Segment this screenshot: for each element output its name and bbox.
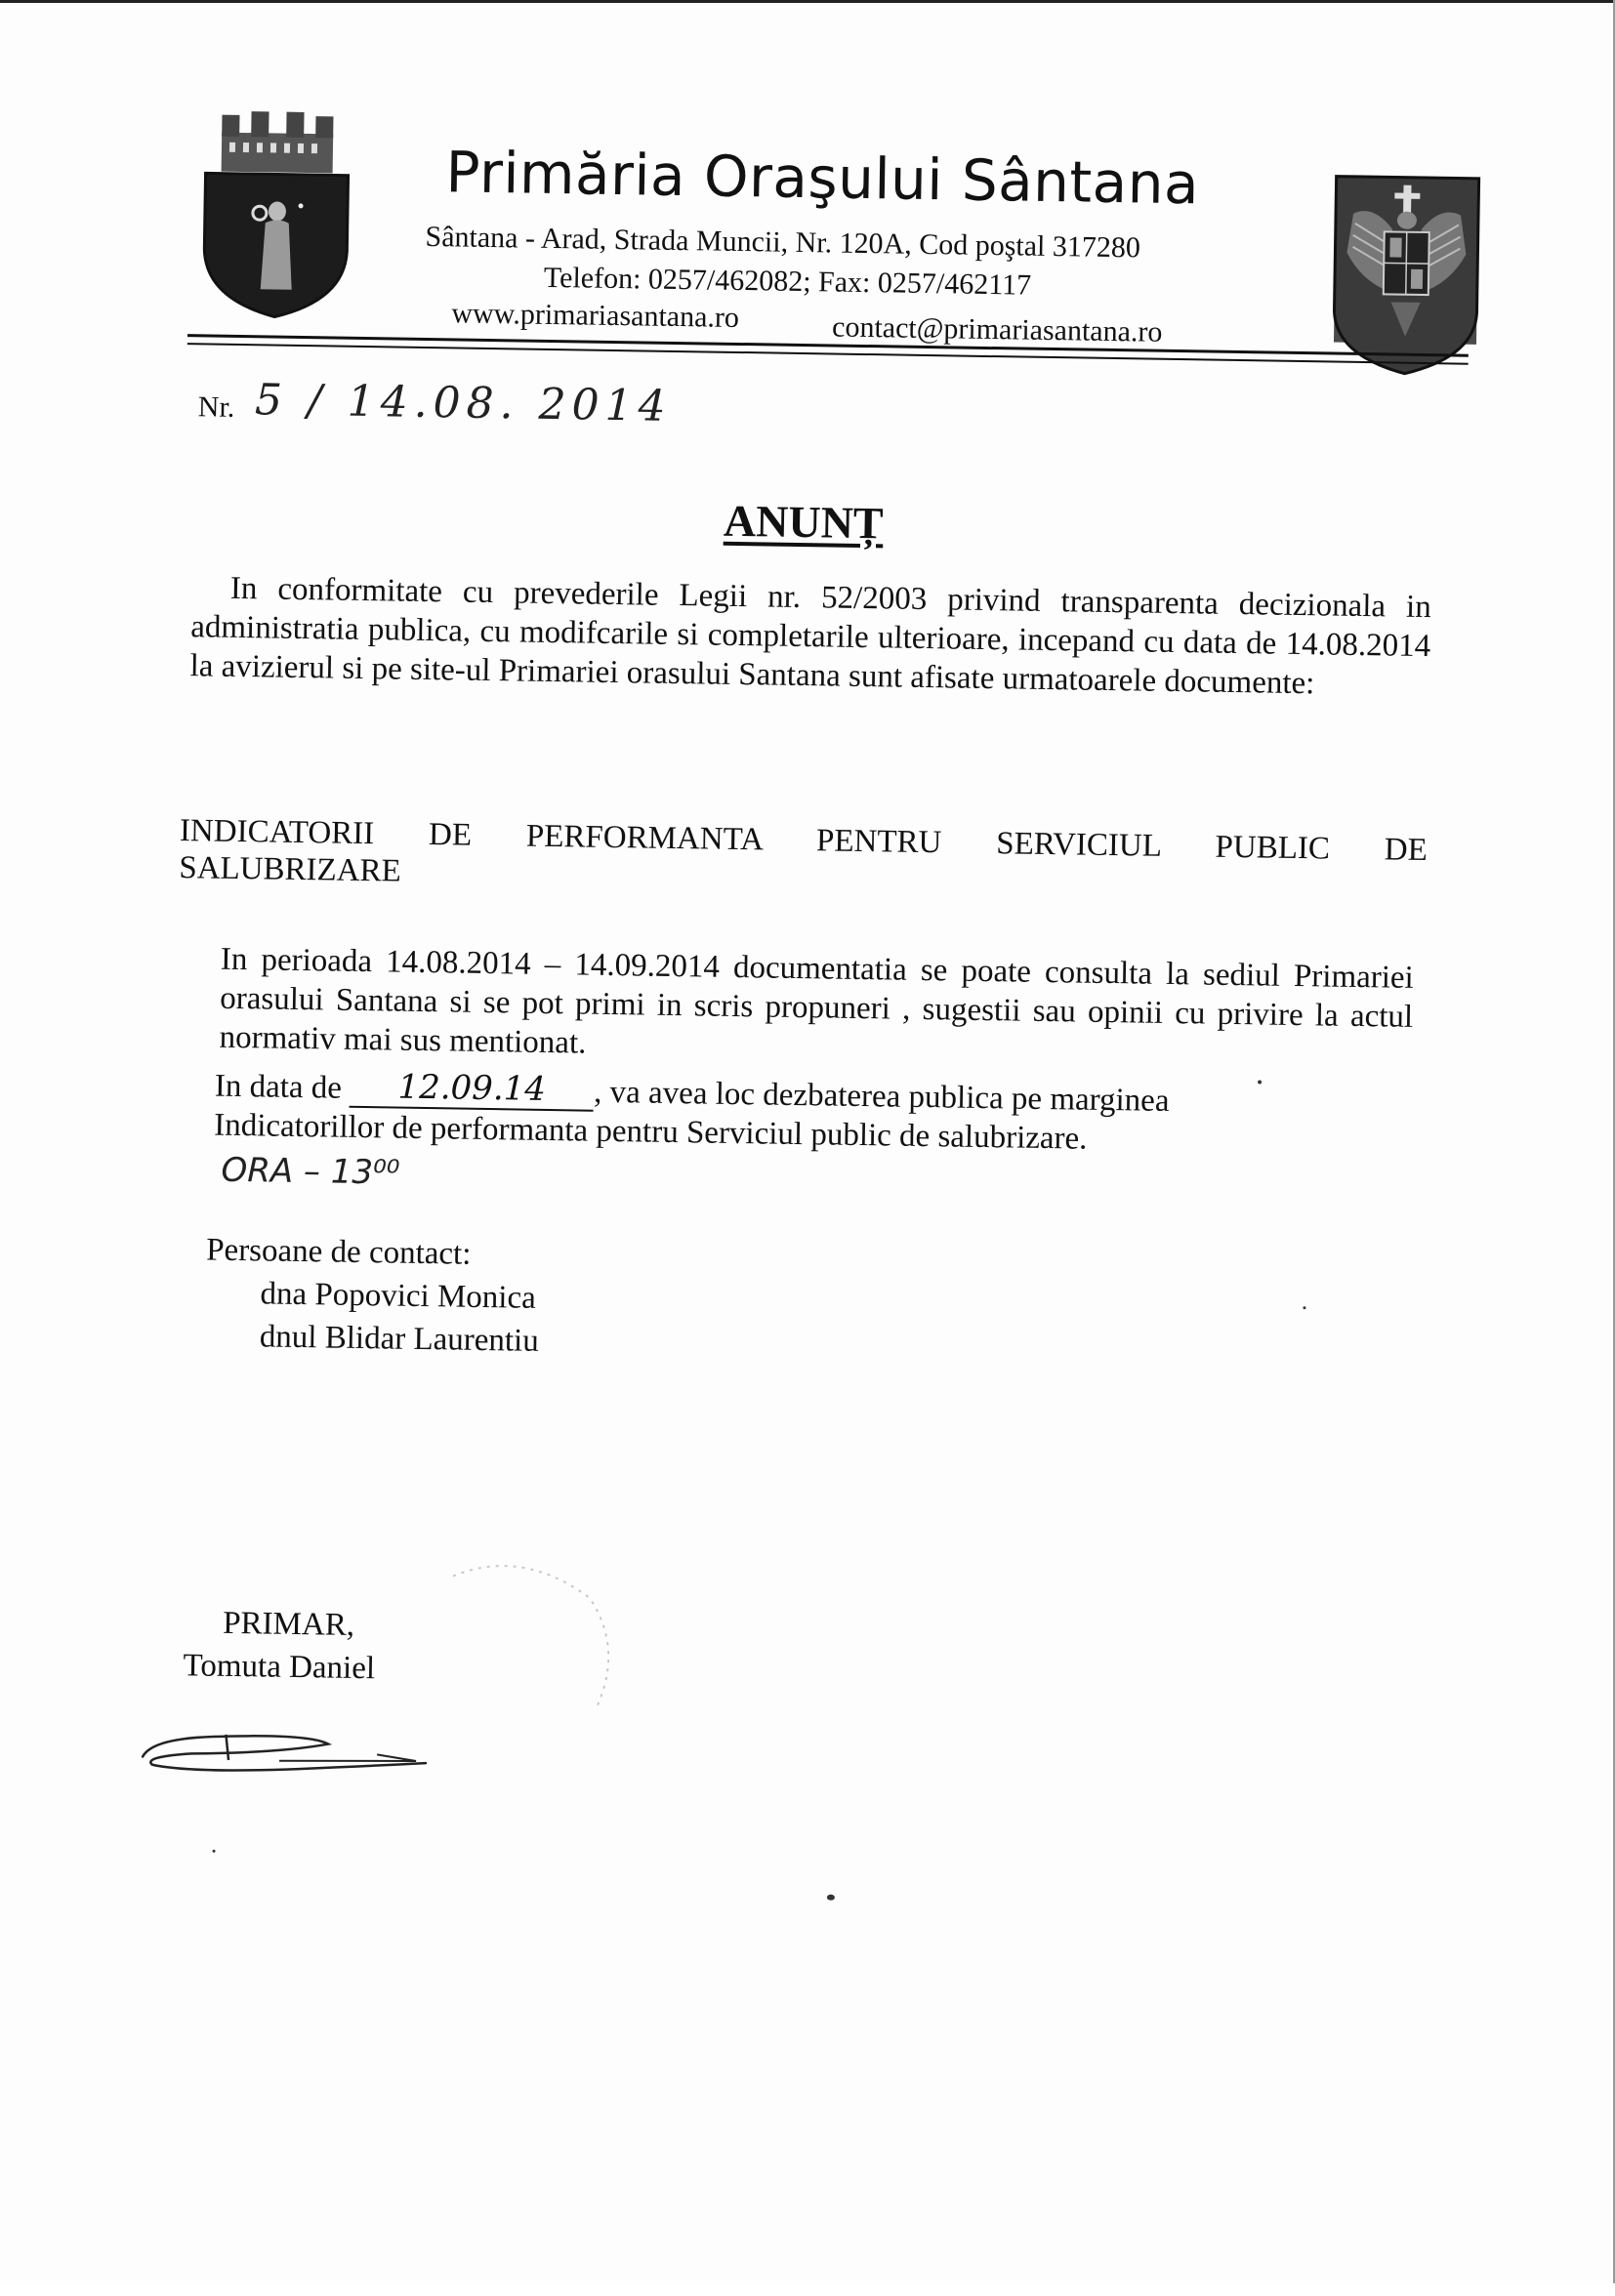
handwritten-signature [133,1707,456,1790]
contact-name: dnul Blidar Laurentiu [259,1319,540,1359]
org-name: Primăria Oraşului Sântana [445,139,1200,218]
contacts-block [205,1229,541,1363]
page-title: ANUNȚ [723,495,884,549]
scan-speck [1303,1306,1305,1309]
reference-number: 5 / 14.08. 2014 [254,375,672,431]
org-email-link[interactable]: contact@primariasantana.ro [831,310,1163,348]
signatory-name: Tomuta Daniel [183,1648,376,1687]
romania-coat-of-arms-icon [1331,175,1480,377]
contact-name: dna Popovici Monica [260,1276,537,1316]
debate-date-field: 12.09.14 [350,1071,595,1112]
reference-label: Nr. [197,390,235,424]
debate-subject: Indicatorillor de performanta pentru Serviciul public de salubrizare. [213,1107,1088,1157]
public-debate-paragraph [214,1067,1416,1164]
town-coat-of-arms-icon [197,102,354,321]
org-phone-fax: Telefon: 0257/462082; Fax: 0257/462117 [543,261,1032,302]
debate-prefix: In data de [214,1068,343,1106]
scan-speck [827,1895,835,1901]
consultation-period-paragraph: In perioada 14.08.2014 – 14.09.2014 documentatia se poate consulta la sediul Primariei orasului Santana si se pot primi in scris propuneri , sugestii sau opinii cu privire la actul normativ mai sus mentionat. [219,941,1415,1061]
scan-speck [213,1850,216,1853]
contacts-label: Persoane de contact: [205,1232,472,1272]
org-address: Sântana - Arad, Strada Muncii, Nr. 120A, Cod poştal 317280 [425,220,1141,265]
debate-time: ORA – 13⁰⁰ [221,1150,400,1193]
document-title: INDICATORII DE PERFORMANTA PENTRU SERVICIUL PUBLIC DE SALUBRIZARE [179,813,1429,889]
intro-paragraph: In conformitate cu prevederile Legii nr. 52/2003 privind transparenta decizionala in administratia publica, cu modifcarile si completarile ulterioare, incepand cu data de 14.08.2014 la avizierul si pe site-ul Primariei orasului Santana sunt afisate urmatoarele documente: [189,570,1432,702]
debate-suffix: , va avea loc dezbaterea publica pe marginea [593,1074,1170,1119]
org-website-link[interactable]: www.primariasantana.ro [451,297,740,334]
signatory-block [183,1601,376,1690]
signatory-role: PRIMAR, [222,1605,355,1643]
scan-speck [1258,1080,1262,1084]
